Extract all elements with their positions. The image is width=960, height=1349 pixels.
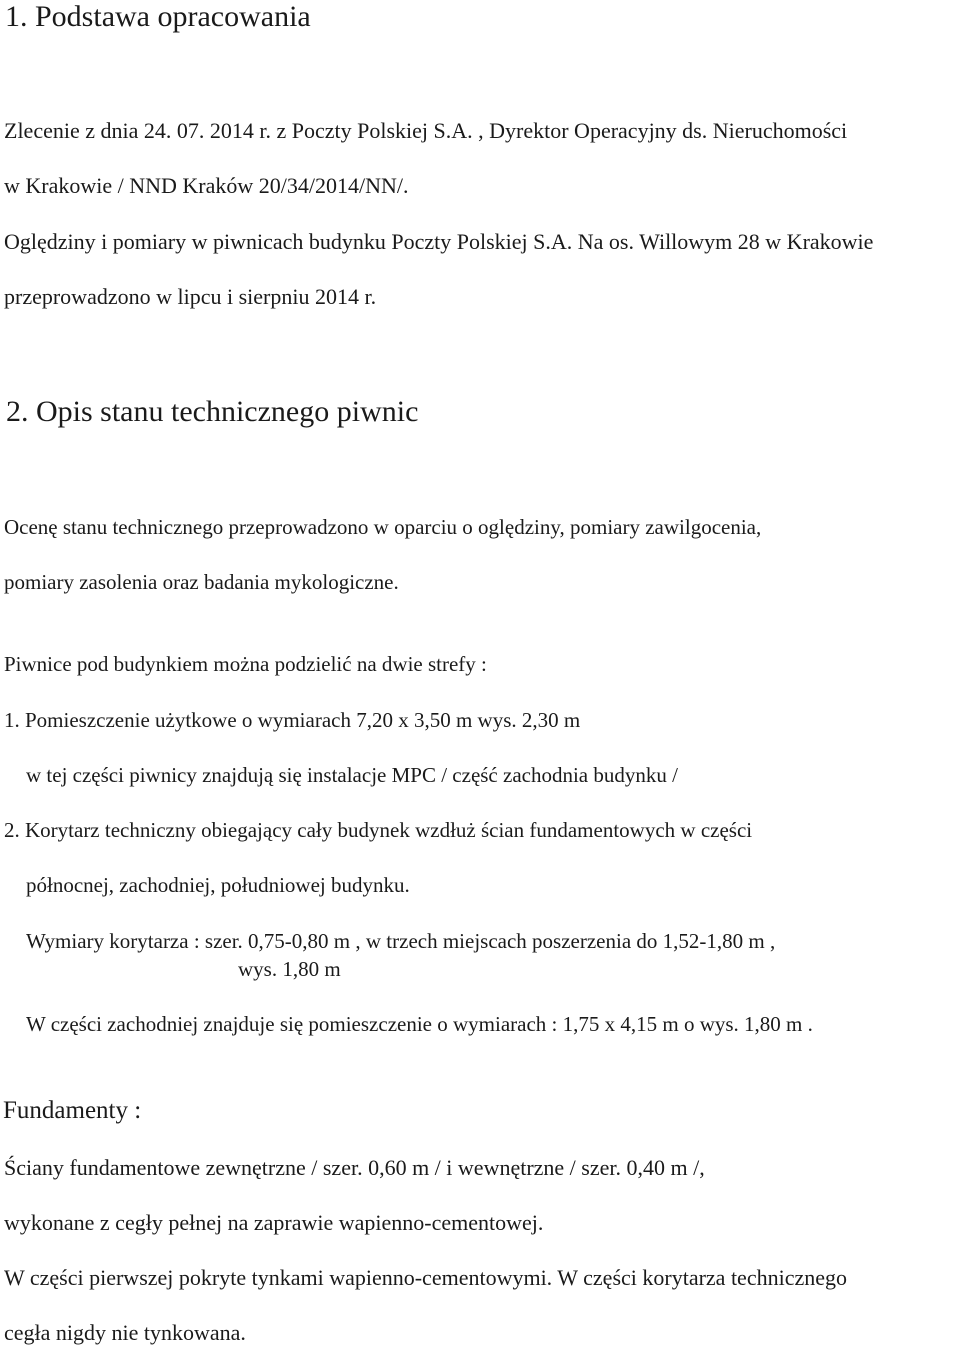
- fundamenty-heading: Fundamenty :: [3, 1097, 142, 1124]
- paragraph-line: Ocenę stanu technicznego przeprowadzono w oparciu o oględziny, pomiary zawilgocenia,: [4, 515, 762, 539]
- west-room-line: W części zachodniej znajduje się pomieszczenie o wymiarach : 1,75 x 4,15 m o wys. 1,80 m .: [26, 1012, 813, 1036]
- paragraph-line: cegła nigdy nie tynkowana.: [4, 1320, 246, 1345]
- section-1-heading: 1. Podstawa opracowania: [5, 0, 311, 33]
- corridor-height: wys. 1,80 m: [238, 957, 341, 981]
- paragraph-line: Ściany fundamentowe zewnętrzne / szer. 0,60 m / i wewnętrzne / szer. 0,40 m /,: [4, 1155, 705, 1180]
- list-item-1-detail: w tej części piwnicy znajdują się instalacje MPC / część zachodnia budynku /: [26, 763, 678, 787]
- paragraph-line: pomiary zasolenia oraz badania mykologiczne.: [4, 570, 399, 594]
- paragraph-line: W części pierwszej pokryte tynkami wapienno-cementowymi. W części korytarza technicznego: [4, 1265, 847, 1290]
- list-item-1: 1. Pomieszczenie użytkowe o wymiarach 7,20 x 3,50 m wys. 2,30 m: [4, 708, 581, 732]
- list-item-2: 2. Korytarz techniczny obiegający cały budynek wzdłuż ścian fundamentowych w części: [4, 818, 753, 842]
- paragraph-line: Piwnice pod budynkiem można podzielić na dwie strefy :: [4, 652, 487, 676]
- corridor-dimensions: Wymiary korytarza : szer. 0,75-0,80 m , w trzech miejscach poszerzenia do 1,52-1,80 m ,: [26, 929, 776, 953]
- inspection-line: Oględziny i pomiary w piwnicach budynku Poczty Polskiej S.A. Na os. Willowym 28 w Krakowie: [4, 229, 874, 254]
- paragraph-line: wykonane z cegły pełnej na zaprawie wapienno-cementowej.: [4, 1210, 544, 1235]
- list-item-2-detail: północnej, zachodniej, południowej budynku.: [26, 873, 410, 897]
- inspection-line: przeprowadzono w lipcu i sierpniu 2014 r.: [4, 284, 377, 309]
- section-2-heading: 2. Opis stanu technicznego piwnic: [6, 395, 419, 428]
- order-line: Zlecenie z dnia 24. 07. 2014 r. z Poczty Polskiej S.A. , Dyrektor Operacyjny ds. Nieruchomości: [4, 118, 848, 143]
- order-line: w Krakowie / NND Kraków 20/34/2014/NN/.: [4, 173, 409, 198]
